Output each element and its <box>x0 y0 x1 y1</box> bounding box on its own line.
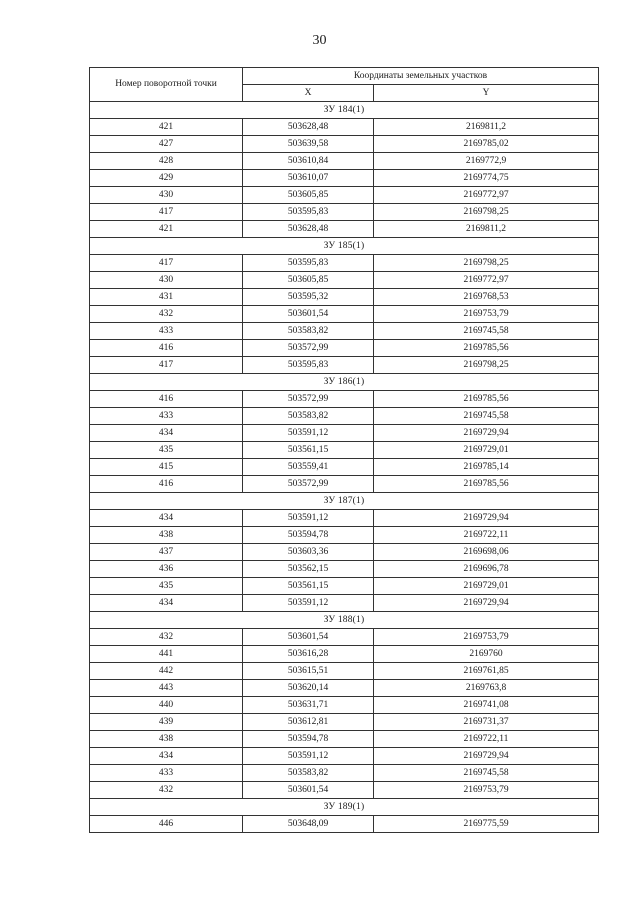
cell-y: 2169745,58 <box>374 408 599 425</box>
cell-y: 2169729,01 <box>374 442 599 459</box>
table-row <box>90 357 599 374</box>
table-row <box>90 442 599 459</box>
cell-point-number: 443 <box>90 680 243 697</box>
cell-y: 2169753,79 <box>374 306 599 323</box>
table-row <box>90 272 599 289</box>
cell-point-number: 441 <box>90 646 243 663</box>
table-row <box>90 595 599 612</box>
cell-point-number: 434 <box>90 425 243 442</box>
cell-point-number: 432 <box>90 629 243 646</box>
cell-x: 503561,15 <box>243 442 374 459</box>
table-row <box>90 476 599 493</box>
cell-point-number: 439 <box>90 714 243 731</box>
cell-x: 503616,28 <box>243 646 374 663</box>
header-point-number: Номер поворотной точки <box>90 68 243 102</box>
cell-y: 2169745,58 <box>374 323 599 340</box>
section-title: ЗУ 188(1) <box>90 612 599 629</box>
table-row <box>90 170 599 187</box>
table-row <box>90 136 599 153</box>
cell-point-number: 416 <box>90 476 243 493</box>
cell-y: 2169798,25 <box>374 357 599 374</box>
cell-x: 503639,58 <box>243 136 374 153</box>
section-title: ЗУ 186(1) <box>90 374 599 391</box>
cell-x: 503583,82 <box>243 408 374 425</box>
cell-point-number: 432 <box>90 306 243 323</box>
section-row <box>90 238 599 255</box>
cell-point-number: 434 <box>90 748 243 765</box>
cell-x: 503603,36 <box>243 544 374 561</box>
table-row <box>90 544 599 561</box>
cell-x: 503572,99 <box>243 340 374 357</box>
section-row <box>90 612 599 629</box>
cell-x: 503595,32 <box>243 289 374 306</box>
cell-y: 2169731,37 <box>374 714 599 731</box>
cell-y: 2169761,85 <box>374 663 599 680</box>
cell-y: 2169760 <box>374 646 599 663</box>
cell-point-number: 428 <box>90 153 243 170</box>
cell-y: 2169753,79 <box>374 782 599 799</box>
cell-point-number: 433 <box>90 408 243 425</box>
cell-x: 503572,99 <box>243 391 374 408</box>
table-row <box>90 187 599 204</box>
cell-y: 2169745,58 <box>374 765 599 782</box>
table-row <box>90 816 599 833</box>
cell-y: 2169772,97 <box>374 187 599 204</box>
table-row <box>90 255 599 272</box>
cell-x: 503631,71 <box>243 697 374 714</box>
cell-point-number: 435 <box>90 442 243 459</box>
table-row <box>90 765 599 782</box>
cell-point-number: 427 <box>90 136 243 153</box>
cell-x: 503610,84 <box>243 153 374 170</box>
cell-y: 2169785,02 <box>374 136 599 153</box>
cell-point-number: 440 <box>90 697 243 714</box>
section-row <box>90 374 599 391</box>
cell-y: 2169772,9 <box>374 153 599 170</box>
table-row <box>90 578 599 595</box>
cell-y: 2169729,94 <box>374 425 599 442</box>
cell-x: 503601,54 <box>243 629 374 646</box>
table-row <box>90 748 599 765</box>
cell-point-number: 416 <box>90 391 243 408</box>
cell-y: 2169785,14 <box>374 459 599 476</box>
table-row <box>90 782 599 799</box>
cell-x: 503559,41 <box>243 459 374 476</box>
cell-x: 503561,15 <box>243 578 374 595</box>
cell-x: 503620,14 <box>243 680 374 697</box>
cell-x: 503605,85 <box>243 187 374 204</box>
cell-y: 2169775,59 <box>374 816 599 833</box>
table-row <box>90 306 599 323</box>
cell-y: 2169798,25 <box>374 255 599 272</box>
cell-y: 2169768,53 <box>374 289 599 306</box>
cell-x: 503628,48 <box>243 119 374 136</box>
cell-point-number: 417 <box>90 255 243 272</box>
table-row <box>90 663 599 680</box>
cell-point-number: 434 <box>90 510 243 527</box>
cell-y: 2169696,78 <box>374 561 599 578</box>
section-row <box>90 493 599 510</box>
header-coordinates: Координаты земельных участков <box>243 68 599 85</box>
table-row <box>90 204 599 221</box>
cell-point-number: 432 <box>90 782 243 799</box>
cell-point-number: 438 <box>90 731 243 748</box>
cell-y: 2169785,56 <box>374 340 599 357</box>
section-title: ЗУ 185(1) <box>90 238 599 255</box>
cell-x: 503628,48 <box>243 221 374 238</box>
cell-x: 503594,78 <box>243 731 374 748</box>
table-row <box>90 527 599 544</box>
table-row <box>90 408 599 425</box>
cell-point-number: 435 <box>90 578 243 595</box>
cell-x: 503562,15 <box>243 561 374 578</box>
table-row <box>90 323 599 340</box>
cell-x: 503591,12 <box>243 748 374 765</box>
cell-x: 503583,82 <box>243 323 374 340</box>
cell-point-number: 429 <box>90 170 243 187</box>
table-row <box>90 629 599 646</box>
table-row <box>90 221 599 238</box>
cell-y: 2169811,2 <box>374 119 599 136</box>
cell-x: 503601,54 <box>243 306 374 323</box>
table-row <box>90 119 599 136</box>
table-row <box>90 646 599 663</box>
section-title: ЗУ 189(1) <box>90 799 599 816</box>
cell-x: 503610,07 <box>243 170 374 187</box>
table-row <box>90 289 599 306</box>
cell-y: 2169753,79 <box>374 629 599 646</box>
coordinates-table <box>89 67 599 833</box>
cell-y: 2169729,94 <box>374 510 599 527</box>
table-row <box>90 731 599 748</box>
table-row <box>90 561 599 578</box>
table-body <box>90 102 599 833</box>
cell-y: 2169722,11 <box>374 731 599 748</box>
cell-x: 503601,54 <box>243 782 374 799</box>
section-row <box>90 102 599 119</box>
page-number: 30 <box>312 33 327 48</box>
cell-point-number: 442 <box>90 663 243 680</box>
cell-point-number: 433 <box>90 323 243 340</box>
table-row <box>90 697 599 714</box>
section-title: ЗУ 184(1) <box>90 102 599 119</box>
cell-y: 2169729,01 <box>374 578 599 595</box>
table-row <box>90 714 599 731</box>
cell-point-number: 417 <box>90 204 243 221</box>
cell-x: 503595,83 <box>243 204 374 221</box>
cell-y: 2169785,56 <box>374 391 599 408</box>
cell-x: 503612,81 <box>243 714 374 731</box>
cell-point-number: 434 <box>90 595 243 612</box>
cell-y: 2169729,94 <box>374 748 599 765</box>
cell-y: 2169798,25 <box>374 204 599 221</box>
section-title: ЗУ 187(1) <box>90 493 599 510</box>
cell-point-number: 446 <box>90 816 243 833</box>
cell-x: 503595,83 <box>243 255 374 272</box>
cell-x: 503595,83 <box>243 357 374 374</box>
cell-x: 503583,82 <box>243 765 374 782</box>
header-x: X <box>243 85 374 102</box>
cell-point-number: 438 <box>90 527 243 544</box>
cell-point-number: 431 <box>90 289 243 306</box>
cell-y: 2169763,8 <box>374 680 599 697</box>
cell-point-number: 421 <box>90 119 243 136</box>
cell-x: 503605,85 <box>243 272 374 289</box>
cell-y: 2169772,97 <box>374 272 599 289</box>
cell-point-number: 416 <box>90 340 243 357</box>
header-y: Y <box>374 85 599 102</box>
cell-point-number: 415 <box>90 459 243 476</box>
cell-x: 503615,51 <box>243 663 374 680</box>
cell-point-number: 430 <box>90 187 243 204</box>
cell-point-number: 421 <box>90 221 243 238</box>
cell-y: 2169785,56 <box>374 476 599 493</box>
table-row <box>90 680 599 697</box>
cell-y: 2169811,2 <box>374 221 599 238</box>
cell-point-number: 433 <box>90 765 243 782</box>
table-row <box>90 153 599 170</box>
table-row <box>90 391 599 408</box>
cell-y: 2169741,08 <box>374 697 599 714</box>
cell-point-number: 430 <box>90 272 243 289</box>
section-row <box>90 799 599 816</box>
table-row <box>90 459 599 476</box>
cell-point-number: 437 <box>90 544 243 561</box>
cell-x: 503594,78 <box>243 527 374 544</box>
cell-x: 503591,12 <box>243 510 374 527</box>
cell-point-number: 436 <box>90 561 243 578</box>
cell-x: 503648,09 <box>243 816 374 833</box>
cell-y: 2169774,75 <box>374 170 599 187</box>
cell-y: 2169698,06 <box>374 544 599 561</box>
table-row <box>90 425 599 442</box>
table-row <box>90 340 599 357</box>
cell-x: 503572,99 <box>243 476 374 493</box>
cell-y: 2169722,11 <box>374 527 599 544</box>
cell-x: 503591,12 <box>243 595 374 612</box>
cell-point-number: 417 <box>90 357 243 374</box>
cell-y: 2169729,94 <box>374 595 599 612</box>
table-row <box>90 510 599 527</box>
cell-x: 503591,12 <box>243 425 374 442</box>
